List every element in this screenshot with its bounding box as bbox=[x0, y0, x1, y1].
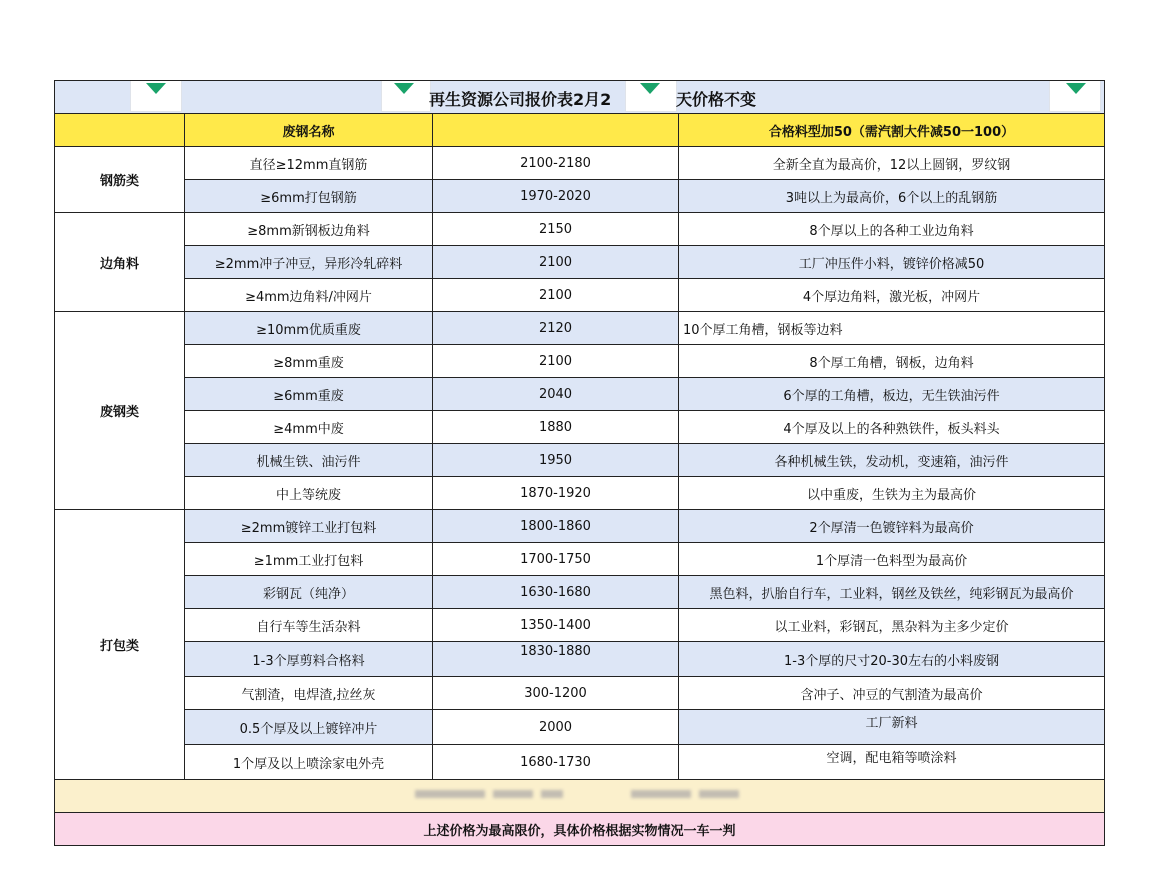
filter-dropdown-icon[interactable] bbox=[640, 83, 660, 94]
sheet-title-left: 再生资源公司报价表2月2 bbox=[429, 90, 612, 109]
item-note: 2个厚清一色镀锌料为最高价 bbox=[679, 510, 1105, 543]
item-note: 8个厚以上的各种工业边角料 bbox=[679, 213, 1105, 246]
item-name: ≥1mm工业打包料 bbox=[185, 543, 433, 576]
item-name: ≥6mm打包钢筋 bbox=[185, 180, 433, 213]
item-name: 气割渣，电焊渣,拉丝灰 bbox=[185, 677, 433, 710]
item-price: 1830-1880 bbox=[433, 642, 679, 677]
item-price: 2100 bbox=[433, 279, 679, 312]
item-note: 10个厚工角槽，钢板等边料 bbox=[679, 312, 1105, 345]
price-table bbox=[54, 80, 1105, 846]
item-price: 2120 bbox=[433, 312, 679, 345]
header-name: 废钢名称 bbox=[185, 114, 433, 147]
table-row bbox=[55, 543, 1105, 576]
item-name: 0.5个厚及以上镀锌冲片 bbox=[185, 710, 433, 745]
header-row bbox=[55, 114, 1105, 147]
table-row bbox=[55, 677, 1105, 710]
filter-dropdown-icon[interactable] bbox=[1066, 83, 1086, 94]
item-price: 2100 bbox=[433, 246, 679, 279]
category-cell: 边角料 bbox=[55, 213, 185, 312]
filter-dropdown-icon[interactable] bbox=[146, 83, 166, 94]
header-price bbox=[433, 114, 679, 147]
table-row bbox=[55, 279, 1105, 312]
item-note: 工厂新料 bbox=[679, 710, 1105, 745]
table-row bbox=[55, 345, 1105, 378]
item-price: 1700-1750 bbox=[433, 543, 679, 576]
item-price: 2040 bbox=[433, 378, 679, 411]
table-row bbox=[55, 745, 1105, 780]
item-price: 1800-1860 bbox=[433, 510, 679, 543]
item-price: 2100 bbox=[433, 345, 679, 378]
item-note: 6个厚的工角槽，板边，无生铁油污件 bbox=[679, 378, 1105, 411]
item-price: 2000 bbox=[433, 710, 679, 745]
footer-row bbox=[55, 813, 1105, 846]
table-row bbox=[55, 510, 1105, 543]
item-name: ≥2mm镀锌工业打包料 bbox=[185, 510, 433, 543]
table-row bbox=[55, 378, 1105, 411]
table-row bbox=[55, 411, 1105, 444]
item-price: 1870-1920 bbox=[433, 477, 679, 510]
title-row bbox=[55, 81, 1105, 114]
table-row bbox=[55, 609, 1105, 642]
item-name: 直径≥12mm直钢筋 bbox=[185, 147, 433, 180]
table-row bbox=[55, 444, 1105, 477]
item-name: ≥4mm边角料/冲网片 bbox=[185, 279, 433, 312]
item-name: 机械生铁、油污件 bbox=[185, 444, 433, 477]
item-name: ≥8mm重废 bbox=[185, 345, 433, 378]
item-name: 1-3个厚剪料合格料 bbox=[185, 642, 433, 677]
item-price: 2100-2180 bbox=[433, 147, 679, 180]
redacted-text bbox=[415, 788, 745, 800]
sheet-title-right: 天价格不变 bbox=[676, 90, 757, 109]
item-note: 4个厚边角料，激光板，冲网片 bbox=[679, 279, 1105, 312]
item-note: 全新全直为最高价，12以上圆钢，罗纹钢 bbox=[679, 147, 1105, 180]
item-price: 300-1200 bbox=[433, 677, 679, 710]
item-price: 1630-1680 bbox=[433, 576, 679, 609]
item-note: 以工业料，彩钢瓦，黑杂料为主多少定价 bbox=[679, 609, 1105, 642]
item-name: 彩钢瓦（纯净） bbox=[185, 576, 433, 609]
item-note: 工厂冲压件小料，镀锌价格减50 bbox=[679, 246, 1105, 279]
table-row bbox=[55, 477, 1105, 510]
item-note: 3吨以上为最高价，6个以上的乱钢筋 bbox=[679, 180, 1105, 213]
item-price: 1880 bbox=[433, 411, 679, 444]
blurred-contact-info bbox=[55, 780, 1105, 813]
item-note: 1-3个厚的尺寸20-30左右的小料废钢 bbox=[679, 642, 1105, 677]
item-note: 黑色料，扒胎自行车，工业料，钢丝及铁丝，纯彩钢瓦为最高价 bbox=[679, 576, 1105, 609]
table-row bbox=[55, 710, 1105, 745]
item-name: ≥4mm中废 bbox=[185, 411, 433, 444]
table-row bbox=[55, 576, 1105, 609]
item-name: ≥2mm冲子冲豆，异形冷轧碎料 bbox=[185, 246, 433, 279]
footer-note: 上述价格为最高限价，具体价格根据实物情况一车一判 bbox=[55, 813, 1105, 846]
item-name: ≥6mm重废 bbox=[185, 378, 433, 411]
item-name: 自行车等生活杂料 bbox=[185, 609, 433, 642]
table-row bbox=[55, 246, 1105, 279]
item-name: ≥8mm新钢板边角料 bbox=[185, 213, 433, 246]
filter-dropdown-icon[interactable] bbox=[394, 83, 414, 94]
item-note: 以中重废，生铁为主为最高价 bbox=[679, 477, 1105, 510]
table-row bbox=[55, 147, 1105, 180]
item-note: 8个厚工角槽，钢板，边角料 bbox=[679, 345, 1105, 378]
item-name: ≥10mm优质重废 bbox=[185, 312, 433, 345]
item-note: 4个厚及以上的各种熟铁件，板头料头 bbox=[679, 411, 1105, 444]
item-price: 1350-1400 bbox=[433, 609, 679, 642]
item-name: 中上等统废 bbox=[185, 477, 433, 510]
header-category bbox=[55, 114, 185, 147]
category-cell: 钢筋类 bbox=[55, 147, 185, 213]
contact-row bbox=[55, 780, 1105, 813]
item-name: 1个厚及以上喷涂家电外壳 bbox=[185, 745, 433, 780]
table-row bbox=[55, 312, 1105, 345]
category-cell: 废钢类 bbox=[55, 312, 185, 510]
item-note: 空调，配电箱等喷涂料 bbox=[679, 745, 1105, 780]
table-row bbox=[55, 642, 1105, 677]
item-price: 1680-1730 bbox=[433, 745, 679, 780]
item-note: 含冲子、冲豆的气割渣为最高价 bbox=[679, 677, 1105, 710]
table-row bbox=[55, 213, 1105, 246]
price-sheet bbox=[54, 80, 1104, 841]
item-price: 2150 bbox=[433, 213, 679, 246]
table-row bbox=[55, 180, 1105, 213]
item-note: 各种机械生铁，发动机，变速箱，油污件 bbox=[679, 444, 1105, 477]
header-note: 合格料型加50（需汽割大件减50一100） bbox=[679, 114, 1105, 147]
item-price: 1950 bbox=[433, 444, 679, 477]
category-cell: 打包类 bbox=[55, 510, 185, 780]
item-price: 1970-2020 bbox=[433, 180, 679, 213]
item-note: 1个厚清一色料型为最高价 bbox=[679, 543, 1105, 576]
